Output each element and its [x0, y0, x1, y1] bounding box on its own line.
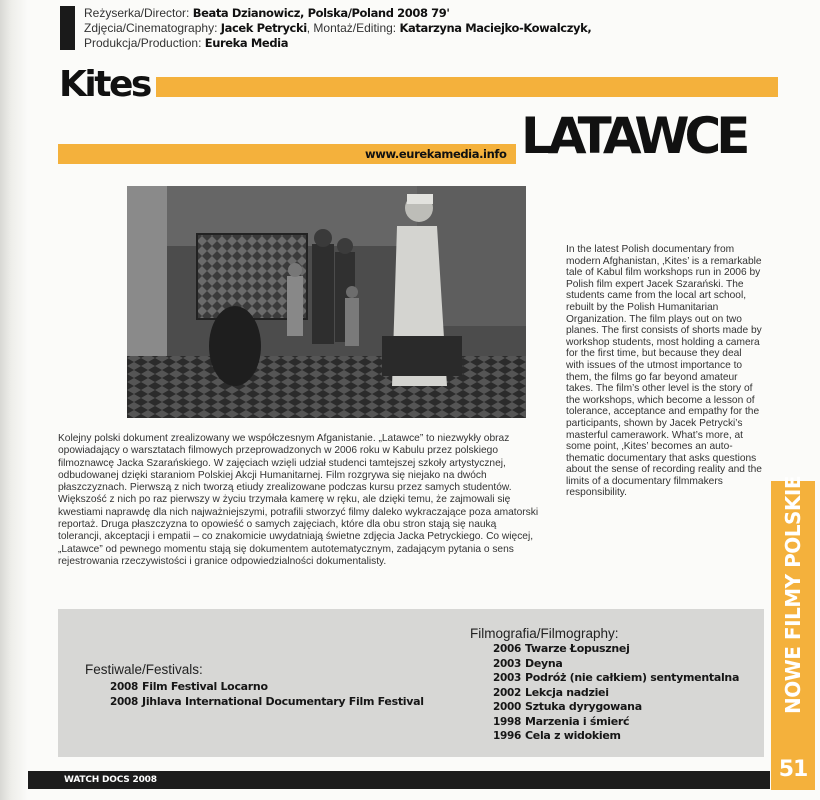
- film-year: 2006: [493, 643, 522, 655]
- filmography-item: [493, 657, 739, 672]
- filmography-list: [493, 642, 739, 744]
- cinematography-label: Zdjęcia/Cinematography:: [84, 21, 218, 35]
- production-label: Produkcja/Production:: [84, 36, 202, 50]
- description-english: In the latest Polish documentary from modern Afghanistan, ‚Kites’ is a remarkable tale of Kabul film workshops run in 2006 by Polish film expert Jacek Szarański. The students came from the local art school, rebuilt by the Polish Humanitarian Organization. The film plays out on two planes. The first consists of shorts made by workshop students, most holding a camera for the first time, but because they deal with issues of the utmost importance to them, the films go far beyond amateur takes. The film’s other level is the story of the workshops, which become a lesson of tolerance, acceptance and empathy for the participants, shown by Jacek Petrycki’s masterful camerawork. What’s more, at some point, ‚Kites’ becomes an auto-thematic documentary that asks questions about the sense of recording reality and the limits of a documentary filmmakers responsibility.: [566, 244, 762, 499]
- credits-marker: [60, 6, 75, 50]
- film-year: 2002: [493, 686, 522, 699]
- film-year: 2000: [493, 701, 522, 713]
- film-title: Marzenia i śmierć: [525, 714, 630, 728]
- film-title: Twarze Łopusznej: [525, 642, 630, 655]
- film-title: Deyna: [525, 656, 563, 670]
- film-title: Lekcja nadziei: [525, 685, 609, 699]
- festival-year: 2008: [110, 695, 139, 708]
- description-polish: Kolejny polski dokument zrealizowany we współczesnym Afganistanie. „Latawce” to niezwykły obraz opowiadający o warsztatach filmowych przeprowadzonych w 2006 roku w Kabulu przez polskiego filmoznawcę Jacka Szarańskiego. W zajęciach wzięli udział studenci tamtejszej szkoły artystycznej, odbudowanej dzięki staraniom Polskiej Akcji Humanitarnej. Film rozgrywa się niejako na dwóch płaszczyznach. Pierwszą z nich tworzą etiudy zrealizowane podczas kursu przez samych studentów. Większość z nich po raz pierwszy w życiu trzymała kamerę w ręku, ale dzięki temu, że zajmowali się kwestiami naprawdę dla nich najważniejszymi, potrafili stworzyć filmy daleko wykraczające poza amatorski reportaż. Druga płaszczyzna to opowieść o samych zajęciach, które dla obu stron stają się nauką tolerancji, akceptacji i empatii – co znakomicie uwydatniają świetne zdjęcia Jacka Petryckiego. Co więcej, „Latawce” od pewnego momentu stają się dokumentem autotematycznym, zadającym pytania o sens rejestrowania rzeczywistości i granice odpowiedzialności dokumentalisty.: [58, 433, 539, 567]
- film-title: Sztuka dyrygowana: [525, 700, 642, 713]
- festival-year: 2008: [110, 681, 139, 693]
- editing-value: Katarzyna Maciejko-Kowalczyk,: [399, 21, 592, 35]
- title-english: Kites: [59, 64, 150, 105]
- filmography-item: [493, 686, 739, 701]
- festivals-list: [110, 680, 424, 709]
- film-year: 1998: [493, 715, 522, 728]
- film-title: Podróż (nie całkiem) sentymentalna: [525, 671, 740, 684]
- festival-name: Film Festival Locarno: [142, 680, 268, 693]
- festival-item: [110, 680, 424, 695]
- film-year: 2003: [493, 657, 522, 670]
- filmography-item: [493, 700, 739, 715]
- festival-name: Jihlava International Documentary Film Festival: [142, 694, 424, 708]
- page-number: 51: [778, 757, 808, 782]
- footer-label: WATCH DOCS 2008: [64, 775, 157, 785]
- filmography-item: [493, 729, 739, 744]
- filmography-heading: Filmografia/Filmography:: [470, 626, 619, 641]
- film-year: 2003: [493, 672, 522, 684]
- film-still-photo: [127, 186, 526, 418]
- footer-bar: [28, 771, 770, 789]
- section-label: NOWE FILMY POLSKIE: [781, 475, 805, 715]
- film-title: Cela z widokiem: [525, 729, 621, 742]
- director-value: Beata Dzianowicz, Polska/Poland 2008 79': [192, 6, 450, 20]
- filmography-item: [493, 671, 739, 686]
- credits-crew-line: [84, 21, 591, 36]
- film-year: 1996: [493, 730, 522, 742]
- festival-item: [110, 695, 424, 710]
- accent-stripe-top: [156, 77, 778, 97]
- credits-production-line: [84, 36, 591, 51]
- page-spine-shadow: [0, 0, 28, 800]
- title-polish: LATAWCE: [521, 107, 746, 165]
- director-label: Reżyserka/Director:: [84, 6, 190, 20]
- website-link[interactable]: www.eurekamedia.info: [365, 147, 507, 161]
- filmography-item: [493, 642, 739, 657]
- production-value: Eureka Media: [204, 36, 289, 50]
- section-side-tab: [771, 475, 815, 790]
- cinematography-value: Jacek Petrycki: [220, 21, 307, 35]
- credits-director-line: [84, 6, 591, 21]
- filmography-item: [493, 715, 739, 730]
- credits-block: [84, 6, 591, 51]
- festivals-heading: Festiwale/Festivals:: [85, 662, 203, 677]
- editing-label: , Montaż/Editing:: [306, 21, 397, 35]
